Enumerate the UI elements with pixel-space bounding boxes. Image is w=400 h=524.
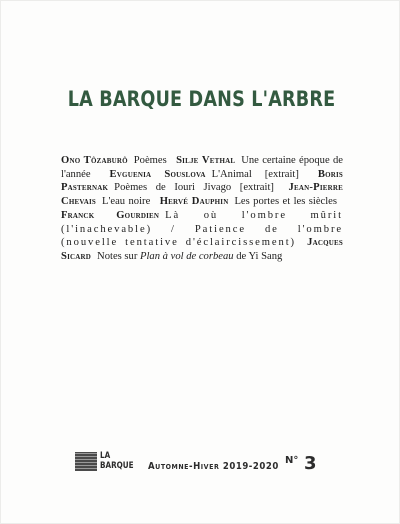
- work-title: Les portes et les siècles: [234, 196, 337, 208]
- author-name: Silje Vethal: [176, 155, 236, 166]
- work-title-italic: Plan à vol de corbeau: [140, 250, 234, 262]
- work-title: L'eau noire: [102, 196, 151, 208]
- author-name: Boris Pasternak: [61, 168, 344, 194]
- work-title-suffix: de Yi Sang: [236, 250, 283, 262]
- issue-season: Automne-Hiver 2019-2020: [148, 461, 279, 472]
- work-title: Poèmes: [133, 155, 167, 166]
- author-name: Hervé Dauphin: [159, 196, 229, 208]
- work-title: L'Animal [extrait]: [211, 168, 299, 180]
- author-name: Evguenia Souslova: [109, 168, 206, 180]
- work-title: Poèmes de Iouri Jivago [extrait]: [114, 182, 274, 194]
- work-title-prefix: Notes sur: [97, 250, 138, 262]
- author-name: Ono Tôzaburô: [61, 155, 128, 166]
- publisher-logo: [75, 452, 140, 471]
- issue-number-value: 3: [303, 453, 317, 474]
- author-name: Jacques Sicard: [61, 237, 343, 262]
- cover-title: LA BARQUE DANS L'ARBRE: [67, 87, 336, 112]
- work-title: Là où l'ombre mûrit (l'inachevable) / Patience de l'ombre (nouvelle tentative d'éclaircissement): [61, 209, 343, 249]
- publisher-name: [100, 452, 134, 471]
- logo-line-1: LA: [100, 451, 111, 461]
- issue-number: [285, 453, 316, 474]
- author-name: Franck Gourdien: [61, 209, 160, 221]
- table-of-contents: [61, 154, 343, 264]
- issue-prefix: N°: [285, 455, 299, 466]
- logo-line-2: BARQUE: [100, 460, 134, 471]
- boat-logo-icon: [75, 452, 97, 471]
- author-name: Jean-Pierre Chevais: [61, 182, 343, 208]
- work-title: Une certaine époque de l'année: [61, 155, 343, 180]
